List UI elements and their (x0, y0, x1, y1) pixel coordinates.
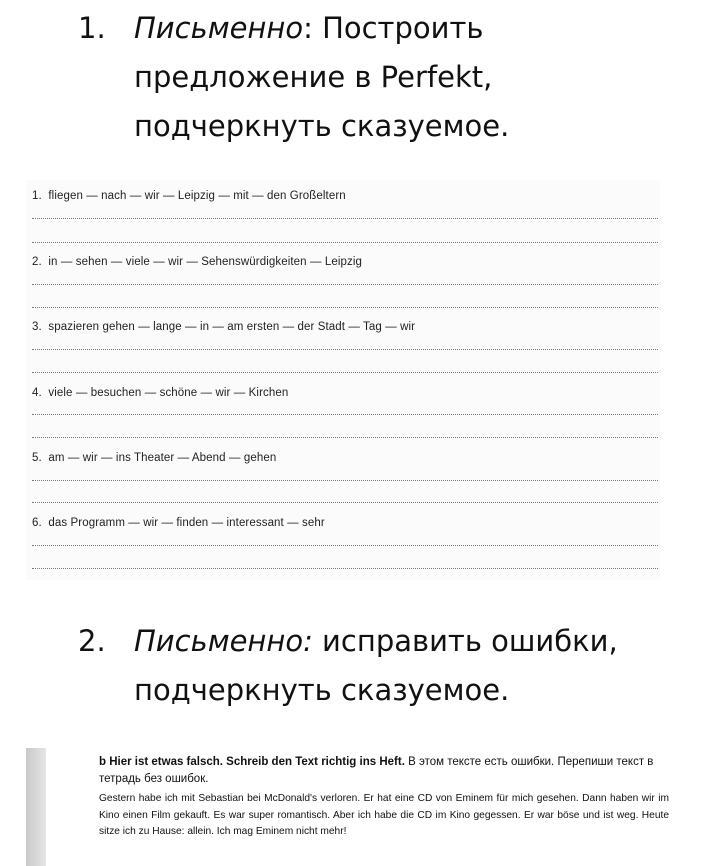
task-2-heading (78, 617, 678, 715)
answer-line (32, 502, 658, 503)
task-1-heading (78, 4, 638, 151)
exercise-item (32, 256, 660, 268)
exercise-prompt: fliegen — nach — wir — Leipzig — mit — den Großeltern (48, 190, 346, 202)
exercise-b-scan (26, 748, 676, 866)
exercise-number: 6. (32, 517, 42, 529)
task-1-italic: Письменно (134, 11, 304, 45)
exercise-item (32, 190, 660, 202)
answer-line (32, 437, 658, 438)
task-1-text: : Построить предложение в Perfekt, подчеркнуть сказуемое. (134, 11, 510, 143)
exercise-number: 5. (32, 452, 42, 464)
exercise-prompt: in — sehen — viele — wir — Sehenswürdigkeiten — Leipzig (48, 256, 362, 268)
answer-line (32, 545, 658, 546)
page-edge (26, 748, 46, 866)
exercise-b-title: b Hier ist etwas falsch. Schreib den Text richtig ins Heft. (99, 756, 405, 768)
exercise-item (32, 321, 660, 333)
answer-line (32, 218, 658, 219)
exercise-prompt: das Programm — wir — finden — interessant — sehr (48, 517, 325, 529)
exercise-sheet (26, 180, 660, 580)
answer-line (32, 284, 658, 285)
exercise-b-text: Gestern habe ich mit Sebastian bei McDonald's verloren. Er hat eine CD von Eminem für mich gesehen. Dann haben wir im Kino einen Film gekauft. Es war super romantisch. Aber ich habe die CD im Kino gegessen. Er war böse und ist weg. Heute sitze ich zu Hause: allein. Ich mag Eminem nicht mehr! (99, 793, 669, 837)
exercise-item (32, 387, 660, 399)
task-2-text: исправить ошибки, подчеркнуть сказуемое. (134, 624, 618, 707)
task-2-italic: Письменно: (134, 624, 313, 658)
exercise-number: 1. (32, 190, 42, 202)
exercise-b-instruction: В этом тексте есть ошибки. Перепиши текст в тетрадь без ошибок. (99, 756, 654, 785)
task-2-number: 2. (78, 624, 106, 658)
exercise-prompt: spazieren gehen — lange — in — am ersten — der Stadt — Tag — wir (48, 321, 416, 333)
answer-line (32, 372, 658, 373)
answer-line (32, 242, 658, 243)
answer-line (32, 307, 658, 308)
answer-line (32, 568, 658, 569)
exercise-number: 3. (32, 321, 42, 333)
task-1-number: 1. (78, 11, 106, 45)
exercise-prompt: am — wir — ins Theater — Abend — gehen (48, 452, 277, 464)
exercise-prompt: viele — besuchen — schöne — wir — Kirchen (48, 387, 289, 399)
exercise-number: 2. (32, 256, 42, 268)
exercise-item (32, 452, 660, 464)
answer-line (32, 414, 658, 415)
exercise-number: 4. (32, 387, 42, 399)
answer-line (32, 349, 658, 350)
exercise-item (32, 517, 660, 529)
answer-line (32, 480, 658, 481)
